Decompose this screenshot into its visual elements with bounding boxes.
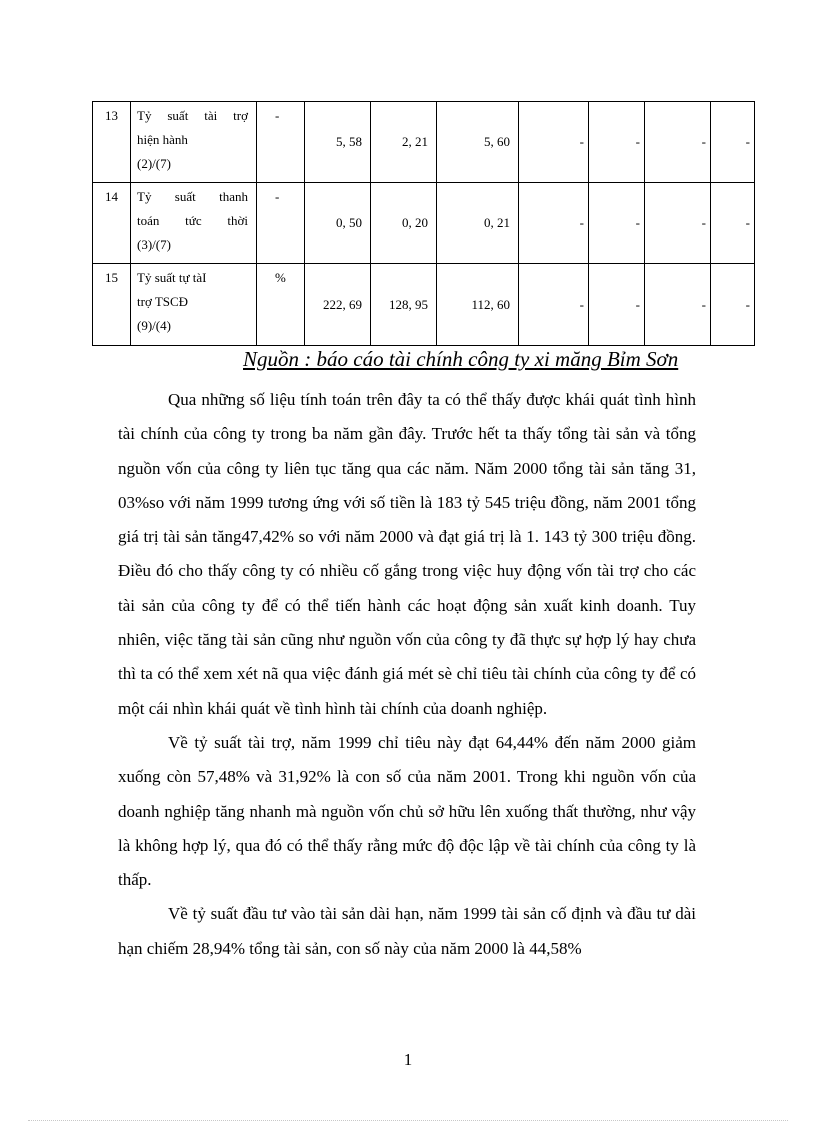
paragraph: Về tỷ suất đầu tư vào tài sản dài hạn, năm 1999 tài sản cố định và đầu tư dài hạn chiếm 28,94% tổng tài sản, con số này của năm 2000 là 44,58% (118, 904, 696, 958)
table-source-caption: Nguồn : báo cáo tài chính công ty xi măng Bỉm Sơn (243, 347, 679, 371)
value-cell: - (519, 102, 589, 183)
indicator-line: (2)/(7) (137, 156, 171, 171)
value-cell: 2, 21 (371, 102, 437, 183)
value-cell: - (589, 183, 645, 264)
unit-cell: - (257, 183, 305, 264)
page-number: 1 (403, 1050, 413, 1069)
table-row (93, 183, 755, 264)
body-text (118, 383, 696, 966)
row-number: 15 (93, 264, 131, 346)
financial-ratio-table (92, 101, 755, 346)
indicator-line: Tỷ suất tài trợ (137, 108, 248, 123)
value-cell: 0, 21 (437, 183, 519, 264)
value-cell: - (645, 102, 711, 183)
value-cell: - (519, 264, 589, 346)
indicator-line: trợ TSCĐ (137, 294, 189, 309)
value-cell: 112, 60 (437, 264, 519, 346)
value-cell: - (645, 183, 711, 264)
row-number: 14 (93, 183, 131, 264)
indicator-line: (9)/(4) (137, 318, 171, 333)
indicator-line: (3)/(7) (137, 237, 171, 252)
value-cell: 0, 20 (371, 183, 437, 264)
indicator-cell (131, 102, 257, 183)
table-row (93, 102, 755, 183)
value-cell: - (589, 264, 645, 346)
value-cell: - (711, 102, 755, 183)
value-cell: - (645, 264, 711, 346)
indicator-cell (131, 183, 257, 264)
table-row (93, 264, 755, 346)
value-cell: 0, 50 (305, 183, 371, 264)
indicator-cell (131, 264, 257, 346)
indicator-line: hiện hành (137, 132, 188, 147)
value-cell: - (711, 264, 755, 346)
value-cell: - (711, 183, 755, 264)
paragraph: Qua những số liệu tính toán trên đây ta có thể thấy được khái quát tình hình tài chính của công ty trong ba năm gần đây. Trước hết ta thấy tổng tài sản và tổng nguồn vốn của công ty liên tục tăng qua các năm. Năm 2000 tổng tài sản tăng 31, 03%so với năm 1999 tương ứng với số tiền là 183 tỷ 545 triệu đồng, năm 2001 tổng giá trị tài sản tăng47,42% so với năm 2000 và đạt giá trị là 1. 143 tỷ 300 triệu đồng. Điều đó cho thấy công ty có nhiều cố gắng trong việc huy động vốn tài trợ cho các tài sản của công ty để có thể tiến hành các hoạt động sản xuất kinh doanh. Tuy nhiên, việc tăng tài sản cũng như nguồn vốn của công ty đã thực sự hợp lý hay chưa thì ta có thể xem xét nã qua việc đánh giá mét sè chỉ tiêu tài chính của công ty để có một cái nhìn khái quát về tình hình tài chính của doanh nghiệp. (118, 390, 696, 718)
value-cell: 128, 95 (371, 264, 437, 346)
paragraph: Về tỷ suất tài trợ, năm 1999 chỉ tiêu này đạt 64,44% đến năm 2000 giảm xuống còn 57,48% và 31,92% là con số của năm 2001. Trong khi nguồn vốn của doanh nghiệp tăng nhanh mà nguồn vốn chủ sở hữu lên xuống thất thường, như vậy là không hợp lý, qua đó có thể thấy rằng mức độ độc lập về tài chính của công ty là thấp. (118, 732, 696, 890)
value-cell: 5, 60 (437, 102, 519, 183)
unit-cell: - (257, 102, 305, 183)
indicator-line: Tỷ suất tự tàI (137, 270, 207, 285)
row-number: 13 (93, 102, 131, 183)
value-cell: 5, 58 (305, 102, 371, 183)
indicator-line: toán tức thời (137, 213, 248, 228)
footer-divider (28, 1120, 788, 1121)
value-cell: 222, 69 (305, 264, 371, 346)
value-cell: - (519, 183, 589, 264)
value-cell: - (589, 102, 645, 183)
unit-cell: % (257, 264, 305, 346)
indicator-line: Tỷ suất thanh (137, 189, 248, 204)
